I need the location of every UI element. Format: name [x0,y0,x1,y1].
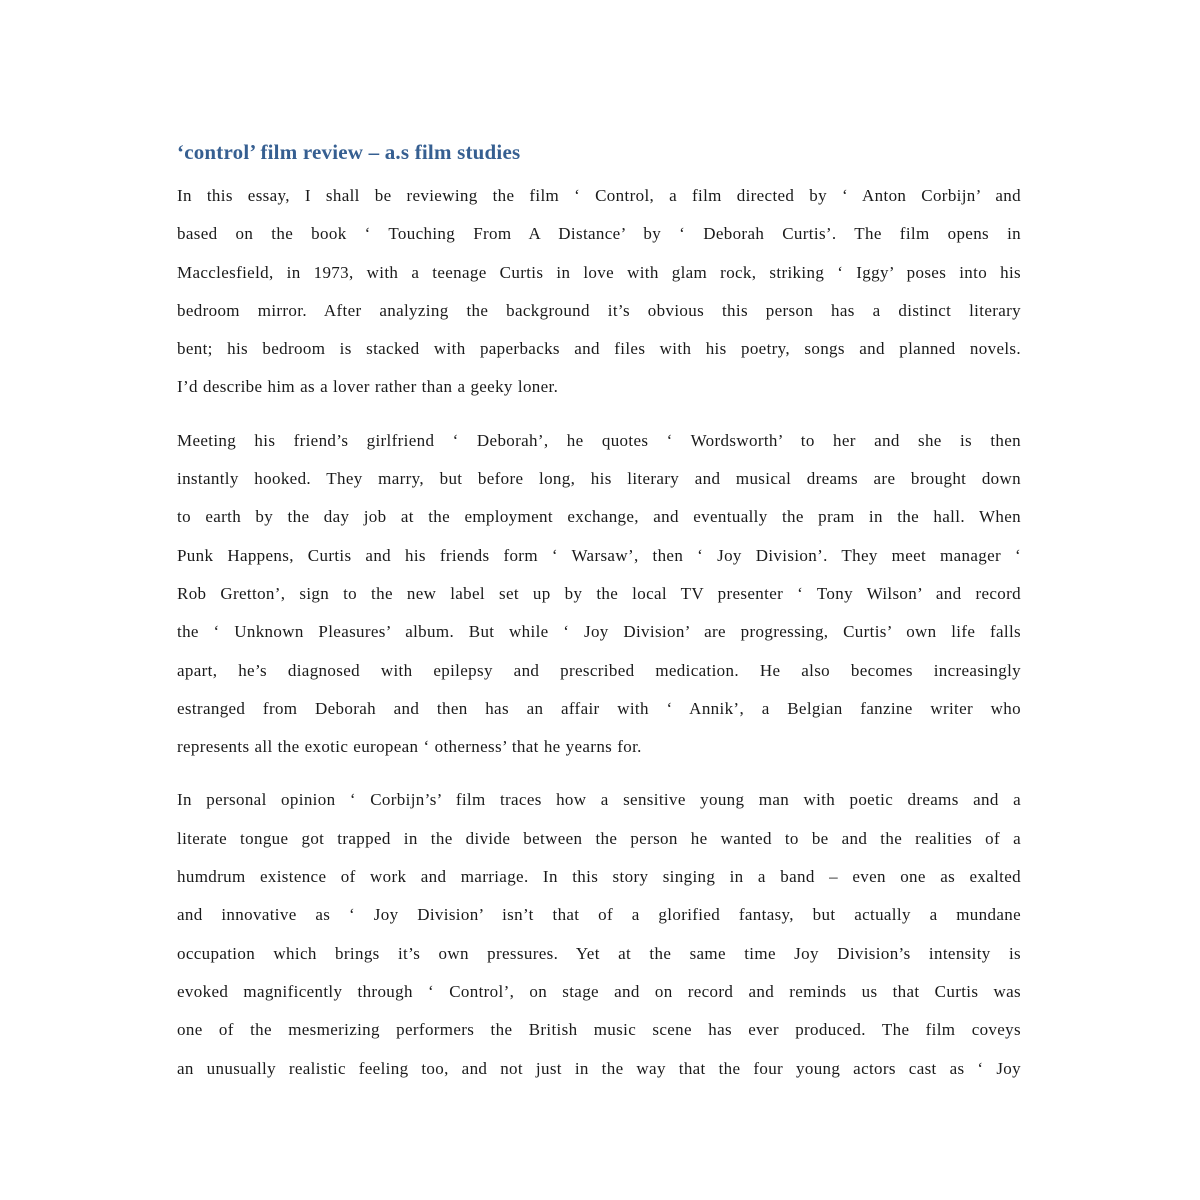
paragraph-line: bent; his bedroom is stacked with paperbacks and files with his poetry, songs and planned novels. [177,339,1021,359]
paragraph-line: apart, he’s diagnosed with epilepsy and prescribed medication. He also becomes increasingly [177,660,1021,680]
paragraph-line: an unusually realistic feeling too, and not just in the way that the four young actors cast as ‘ Joy [177,1058,1021,1078]
paragraph-line: and innovative as ‘ Joy Division’ isn’t that of a glorified fantasy, but actually a mundane [177,905,1021,925]
paragraph-line: estranged from Deborah and then has an affair with ‘ Annik’, a Belgian fanzine writer who [177,698,1021,718]
paragraph-line: I’d describe him as a lover rather than a geeky loner. [177,377,559,397]
paragraph-line: bedroom mirror. After analyzing the background it’s obvious this person has a distinct literary [177,300,1021,320]
paragraph-line: the ‘ Unknown Pleasures’ album. But while ‘ Joy Division’ are progressing, Curtis’ own life falls [177,622,1021,642]
paragraph-1 [177,177,1021,407]
paragraph-line: to earth by the day job at the employment exchange, and eventually the pram in the hall. When [177,507,1021,527]
paragraph-line: represents all the exotic european ‘ otherness’ that he yearns for. [177,737,642,757]
paragraph-line: In personal opinion ‘ Corbijn’s’ film traces how a sensitive young man with poetic dreams and a [177,790,1021,810]
paragraph-line: humdrum existence of work and marriage. In this story singing in a band – even one as exalted [177,867,1021,887]
paragraph-line: Meeting his friend’s girlfriend ‘ Deborah’, he quotes ‘ Wordsworth’ to her and she is then [177,430,1021,450]
paragraph-line: based on the book ‘ Touching From A Distance’ by ‘ Deborah Curtis’. The film opens in [177,224,1021,244]
paragraph-line: evoked magnificently through ‘ Control’, on stage and on record and reminds us that Curtis was [177,981,1021,1001]
paragraph-2 [177,422,1021,767]
paragraph-line: In this essay, I shall be reviewing the film ‘ Control, a film directed by ‘ Anton Corbijn’ and [177,186,1021,205]
document-title: ‘control’ film review – a.s film studies [177,140,521,164]
paragraph-line: Punk Happens, Curtis and his friends form ‘ Warsaw’, then ‘ Joy Division’. They meet manager ‘ [177,545,1021,565]
paragraph-line: instantly hooked. They marry, but before long, his literary and musical dreams are brought down [177,469,1021,489]
document-page [177,140,1021,1103]
paragraph-line: Rob Gretton’, sign to the new label set up by the local TV presenter ‘ Tony Wilson’ and record [177,583,1021,603]
paragraph-line: one of the mesmerizing performers the British music scene has ever produced. The film coveys [177,1020,1021,1040]
paragraph-line: occupation which brings it’s own pressures. Yet at the same time Joy Division’s intensity is [177,943,1021,963]
paragraph-line: Macclesfield, in 1973, with a teenage Curtis in love with glam rock, striking ‘ Iggy’ poses into his [177,262,1021,282]
paragraph-line: literate tongue got trapped in the divide between the person he wanted to be and the realities of a [177,828,1021,848]
paragraph-3 [177,781,1021,1087]
